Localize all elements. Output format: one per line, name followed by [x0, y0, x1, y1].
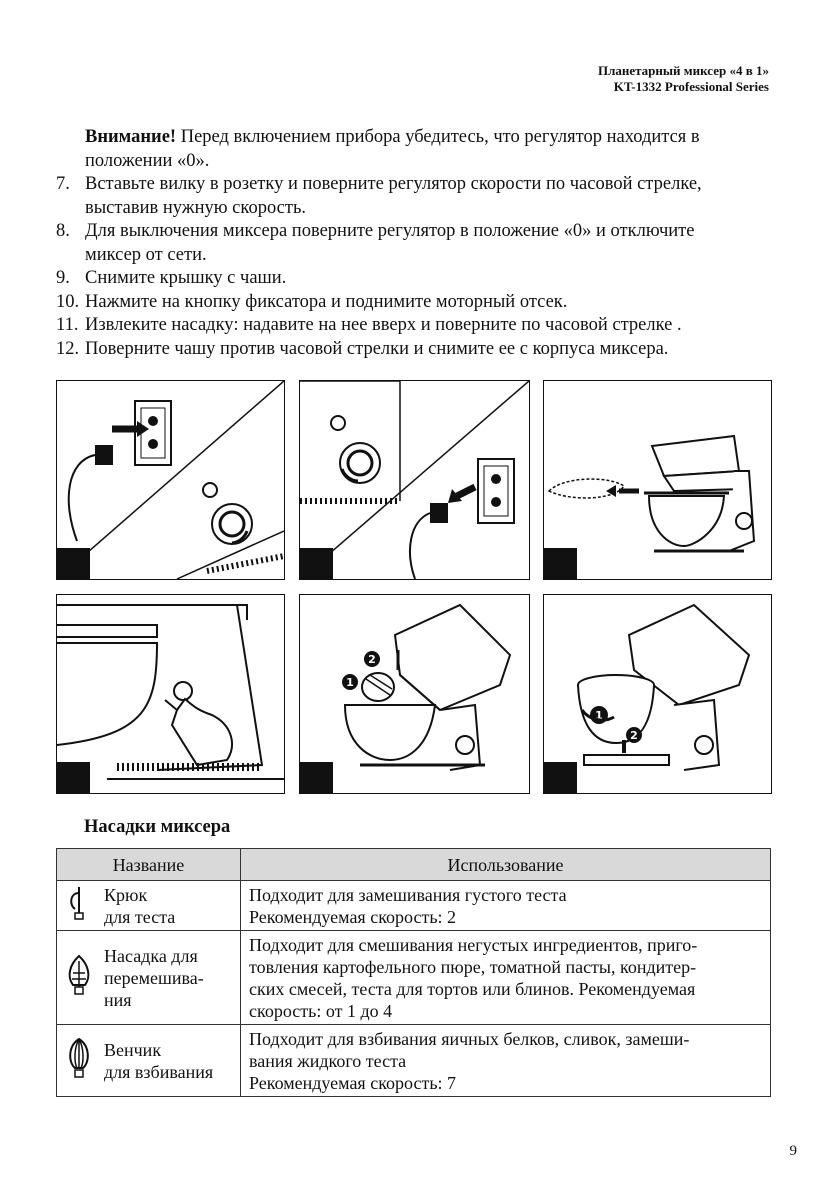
- column-header-usage: Использование: [241, 849, 771, 881]
- step-12: 12. Поверните чашу против часовой стрелки и снимите ее с корпуса миксера.: [56, 338, 669, 359]
- table-row: Крюк для теста Подходит для замешивания густого теста Рекомендуемая скорость: 2: [57, 881, 771, 931]
- step-10: 10. Нажмите на кнопку фиксатора и поднимите моторный отсек.: [56, 291, 568, 312]
- panel-corner-mark: [57, 548, 90, 579]
- illustration-remove-attachment: [299, 594, 530, 794]
- step-marker-1: 1: [346, 676, 354, 689]
- illustration-remove-lid: [543, 380, 772, 580]
- step-8: 8. Для выключения миксера поверните регулятор в положение «0» и отключите: [56, 221, 695, 241]
- warning-label: Внимание!: [85, 127, 177, 147]
- warning-paragraph: [56, 126, 771, 150]
- remove-attachment-drawing: [300, 595, 529, 793]
- illustration-unplug: [299, 380, 530, 580]
- remove-bowl-drawing: [544, 595, 771, 793]
- panel-corner-mark: [300, 548, 333, 579]
- step-9: 9. Снимите крышку с чаши.: [56, 268, 287, 288]
- step-11: 11. Извлеките насадку: надавите на нее вверх и поверните по часовой стрелке .: [56, 315, 682, 335]
- plug-in-drawing: [57, 381, 284, 579]
- attachments-table: [56, 848, 771, 1097]
- warning-text-2: положении «0».: [85, 150, 210, 171]
- unplug-drawing: [300, 381, 529, 579]
- warning-text-1: Перед включением прибора убедитесь, что регулятор находится в: [176, 127, 700, 147]
- press-lock-drawing: [57, 595, 284, 793]
- column-header-name: Название: [57, 849, 241, 881]
- table-row: Венчик для взбивания Подходит для взбивания яичных белков, сливок, замеши- вания жидкого теста Рекомендуемая скорость: 7: [57, 1025, 771, 1097]
- whisk-icon: [65, 1036, 93, 1080]
- illustration-press-lock: [56, 594, 285, 794]
- panel-corner-mark: [544, 548, 577, 579]
- header-model: KT-1332 Professional Series: [613, 79, 769, 94]
- panel-corner-mark: [57, 762, 90, 793]
- table-header-row: [57, 849, 771, 881]
- instructions: Внимание! Перед включением прибора убедитесь, что регулятор находится в положении «0». 7. Вставьте вилку в розетку и поверните регулятор скорости по часовой стрелке, выставив нужную скорость. 8. Для выключения миксера поверните регулятор в положение «0» и отключите миксер от сети. 9. Снимите крышку с чаши. 10. Нажмите на кнопку фиксатора и поднимите моторный отсек. 11. Извлеките насадку: надавите на нее вверх и поверните по часовой стрелке . 12. Поверните чашу против часовой стрелки и снимите ее с корпуса миксера.: [56, 126, 771, 361]
- step-7: 7. Вставьте вилку в розетку и поверните регулятор скорости по часовой стрелке,: [56, 174, 702, 194]
- section-title: Насадки миксера: [84, 817, 231, 837]
- illustration-remove-bowl: [543, 594, 772, 794]
- header-product-name: Планетарный миксер «4 в 1»: [597, 63, 769, 78]
- panel-corner-mark: [300, 762, 333, 793]
- remove-lid-drawing: [544, 381, 771, 579]
- panel-corner-mark: [544, 762, 577, 793]
- step-marker-2: 2: [368, 653, 376, 666]
- page-header: [598, 63, 769, 95]
- illustration-plug-in: [56, 380, 285, 580]
- illustration-panels: [56, 380, 771, 794]
- page-number: 9: [789, 1143, 797, 1159]
- step-marker-1: 1: [595, 709, 603, 722]
- mixing-beater-icon: [65, 953, 93, 997]
- dough-hook-icon: [66, 883, 92, 923]
- step-marker-2: 2: [630, 729, 638, 742]
- table-row: Насадка для перемешива- ния Подходит для смешивания негустых ингредиентов, приго- товления картофельного пюре, томатной пасты, кондитер- ских смесей, теста для тортов или блинов. Рекомендуемая скорость: от 1 до 4: [57, 931, 771, 1025]
